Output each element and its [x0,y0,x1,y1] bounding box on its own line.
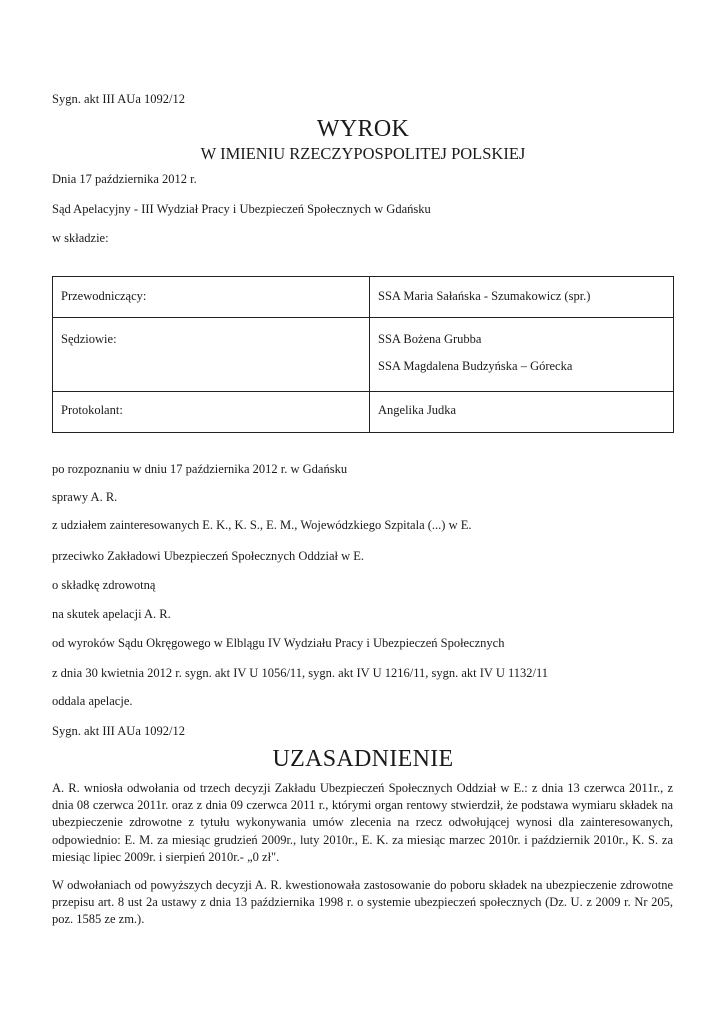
justification-paragraph-2: W odwołaniach od powyższych decyzji A. R. kwestionowała zastosowanie do poboru składek na ubezpieczenie zdrowotne przepisu art. 8 ust 2a ustawy z dnia 13 października 1998 r. o systemie ubezpieczeń społecznych (Dz. U. z 2009 r. Nr 205, poz. 1585 ze zm.). [52,878,673,927]
clerk-label: Protokolant: [53,392,370,433]
verdict-line: od wyroków Sądu Okręgowego w Elblągu IV Wydziału Pracy i Ubezpieczeń Społecznych [52,636,505,650]
verdict-line: z dnia 30 kwietnia 2012 r. sygn. akt IV U 1056/11, sygn. akt IV U 1216/11, sygn. akt IV U 1132/11 [52,666,549,680]
verdict-line: przeciwko Zakładowi Ubezpieczeń Społecznych Oddział w E. [52,549,365,563]
composition-row-chair [53,277,674,318]
court-composition-table [52,276,674,433]
case-signature-top: Sygn. akt III AUa 1092/12 [52,92,185,106]
verdict-line: o składkę zdrowotną [52,578,156,592]
composition-row-judges [53,318,674,392]
justification-paragraph-1: A. R. wniosła odwołania od trzech decyzji Zakładu Ubezpieczeń Społecznych Oddział w E.: z dnia 13 czerwca 2011r., z dnia 08 czerwca 2011r. oraz z dnia 09 czerwca 2011 r., którymi organ rentowy stwierdził, że podstawa wymiaru składek na ubezpieczenie zdrowotne z tytułu wykonywania umów zlecenia na rzecz odwołującej wynosi dla zainteresowanych, odpowiednio: E. M. za miesiąc grudzień 2009r., luty 2010r., E. K. za miesiąc marzec 2010r. i październik 2010r., K. S. za miesiąc lipiec 2009r. i sierpień 2010r.- „0 zł". [52,781,673,864]
verdict-line: po rozpoznaniu w dniu 17 października 2012 r. w Gdańsku [52,462,348,476]
justification-title: UZASADNIENIE [272,746,454,772]
judges-value [370,318,674,392]
judge-2: SSA Magdalena Budzyńska – Górecka [378,359,573,373]
judgment-date: Dnia 17 października 2012 r. [52,172,197,186]
judges-label: Sędziowie: [53,318,370,392]
verdict-line: oddala apelacje. [52,694,133,708]
chair-label: Przewodniczący: [53,277,370,318]
judge-1: SSA Bożena Grubba [378,332,482,346]
composition-intro: w składzie: [52,231,109,245]
verdict-line: na skutek apelacji A. R. [52,607,171,621]
clerk-value: Angelika Judka [370,392,674,433]
chair-value: SSA Maria Sałańska - Szumakowicz (spr.) [370,277,674,318]
verdict-line: sprawy A. R. [52,490,118,504]
document-subtitle: W IMIENIU RZECZYPOSPOLITEJ POLSKIEJ [200,144,526,163]
composition-row-clerk [53,392,674,433]
case-signature-justification: Sygn. akt III AUa 1092/12 [52,724,185,738]
verdict-line: z udziałem zainteresowanych E. K., K. S., E. M., Wojewódzkiego Szpitala (...) w E. [52,518,472,532]
document-title: WYROK [316,116,410,142]
court-name: Sąd Apelacyjny - III Wydział Pracy i Ubezpieczeń Społecznych w Gdańsku [52,202,431,216]
